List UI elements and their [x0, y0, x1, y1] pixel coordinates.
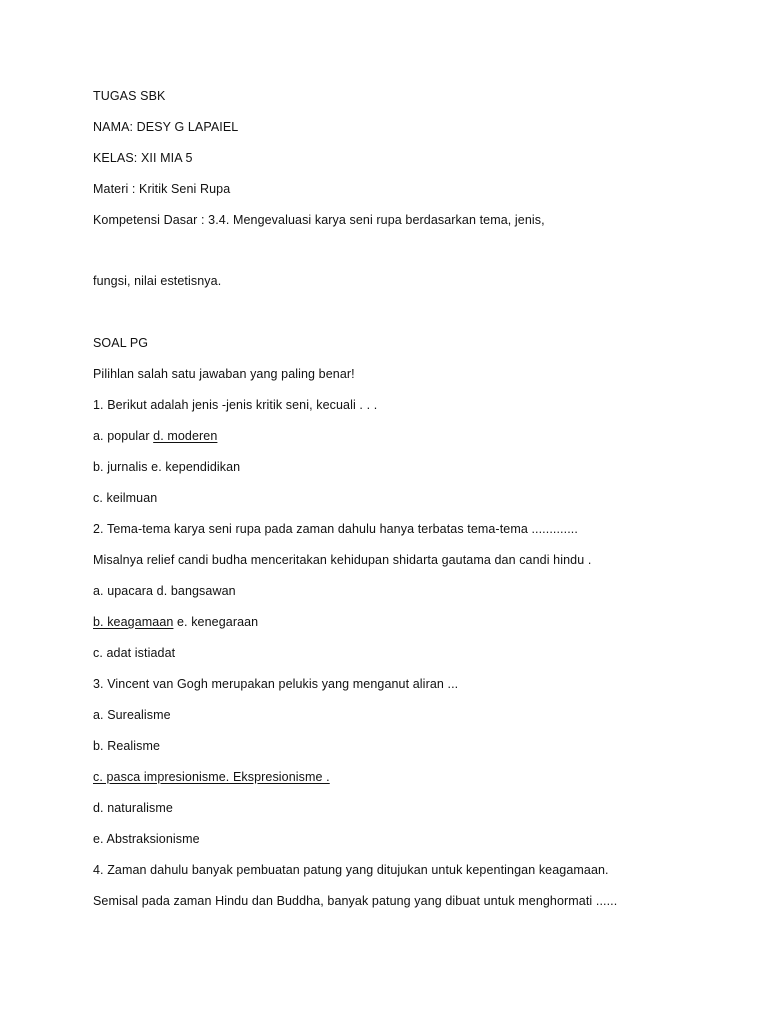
student-class: KELAS: XII MIA 5 [93, 151, 193, 165]
section-title: SOAL PG [93, 336, 149, 350]
question-3-option-d: d. naturalisme [93, 801, 173, 815]
option-e: e. kenegaraan [173, 615, 259, 629]
question-3-option-e: e. Abstraksionisme [93, 832, 200, 846]
option-b-answer: b. keagamaan [93, 615, 174, 629]
question-4-context: Semisal pada zaman Hindu dan Buddha, banyak patung yang dibuat untuk menghormati ...... [93, 894, 618, 908]
student-name: NAMA: DESY G LAPAIEL [93, 120, 239, 134]
question-3: 3. Vincent van Gogh merupakan pelukis yang menganut aliran ... [93, 677, 459, 691]
question-4: 4. Zaman dahulu banyak pembuatan patung yang ditujukan untuk kepentingan keagamaan. [93, 863, 609, 877]
basic-competence-line1: Kompetensi Dasar : 3.4. Mengevaluasi karya seni rupa berdasarkan tema, jenis, [93, 213, 545, 227]
subject-material: Materi : Kritik Seni Rupa [93, 182, 231, 196]
question-1-option-c: c. keilmuan [93, 491, 158, 505]
question-1: 1. Berikut adalah jenis -jenis kritik seni, kecuali . . . [93, 398, 378, 412]
question-2-options-be [93, 614, 258, 630]
basic-competence-line2: fungsi, nilai estetisnya. [93, 274, 222, 288]
question-2-option-c: c. adat istiadat [93, 646, 176, 660]
question-1-options-be: b. jurnalis e. kependidikan [93, 460, 241, 474]
question-3-option-c-answer: c. pasca impresionisme. Ekspresionisme . [93, 770, 330, 784]
doc-title: TUGAS SBK [93, 89, 166, 103]
option-d-answer: d. moderen [153, 429, 218, 443]
question-1-options-ad [93, 428, 217, 444]
option-a: a. popular [93, 429, 154, 443]
question-2: 2. Tema-tema karya seni rupa pada zaman dahulu hanya terbatas tema-tema ............. [93, 522, 578, 536]
instruction-text: Pilihlan salah satu jawaban yang paling benar! [93, 367, 355, 381]
question-3-option-b: b. Realisme [93, 739, 161, 753]
question-3-option-a: a. Surealisme [93, 708, 171, 722]
question-2-context: Misalnya relief candi budha menceritakan kehidupan shidarta gautama dan candi hindu . [93, 553, 592, 567]
question-2-options-ad: a. upacara d. bangsawan [93, 584, 236, 598]
